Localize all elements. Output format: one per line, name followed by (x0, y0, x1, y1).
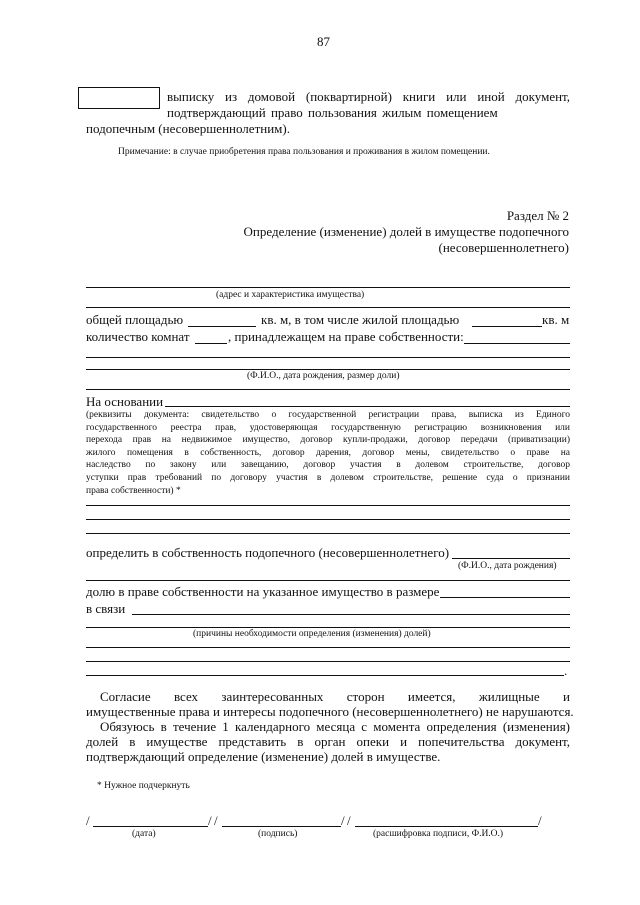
area-label: общей площадью (86, 312, 184, 327)
top-line-3: подопечным (несовершеннолетним). (86, 121, 290, 136)
date-caption: (дата) (132, 829, 156, 839)
address-line[interactable] (86, 287, 570, 288)
top-line-2: подтверждающий право пользования жилым помещением (167, 105, 498, 120)
basis-label: На основании (86, 394, 164, 409)
reason-label: в связи (86, 601, 126, 616)
determine-label: определить в собственность подопечного (несовершеннолетнего) (86, 545, 450, 560)
address-line-2[interactable] (86, 307, 570, 308)
date-field[interactable] (93, 826, 208, 827)
share-field[interactable] (440, 597, 570, 598)
document-checkbox[interactable] (78, 87, 160, 109)
signature-caption: (подпись) (258, 829, 298, 839)
obligation-line-3: подтверждающий определение (изменение) долей в имуществе. (86, 749, 441, 764)
determine-field[interactable] (452, 558, 570, 559)
reason-line-2[interactable] (86, 647, 570, 648)
ownership-field[interactable] (464, 343, 570, 344)
rooms-mid-text: , принадлежащем на праве собственности: (228, 329, 464, 344)
basis-line-b[interactable] (86, 519, 570, 520)
basis-description (86, 409, 570, 497)
reason-line-1[interactable] (86, 627, 570, 628)
section-title-line-2: (несовершеннолетнего) (438, 240, 569, 255)
section-number: Раздел № 2 (506, 208, 569, 223)
share-label: долю в праве собственности на указанное имущество в размере (86, 584, 440, 599)
period-mark: . (564, 663, 568, 678)
rooms-field[interactable] (195, 343, 227, 344)
address-caption: (адрес и характеристика имущества) (216, 290, 365, 300)
top-line-1: выписку из домовой (поквартирной) книги или иной документ, (167, 89, 570, 104)
reason-line-3[interactable] (86, 661, 570, 662)
signature-field[interactable] (222, 826, 341, 827)
consent-line-2: имущественные права и интересы подопечного (несовершеннолетнего) не нарушаются. (86, 704, 574, 719)
basis-line-5: наследство по закону или завещанию, договор участия в долевом строительстве, договор (86, 460, 570, 471)
basis-line-4: жилого помещения в собственность, договор дарения, договор мены, свидетельство о праве на (86, 447, 570, 458)
basis-field[interactable] (165, 406, 570, 407)
consent-line-1: Согласие всех заинтересованных сторон имеется, жилищные и (100, 689, 570, 704)
name-field[interactable] (355, 826, 538, 827)
basis-line-a[interactable] (86, 505, 570, 506)
page-number: 87 (317, 34, 330, 49)
owner-line-3[interactable] (86, 389, 570, 390)
basis-line-6: уступки прав требований по договору участия в долевом строительстве, решение суда о признании (86, 472, 570, 483)
reason-field[interactable] (132, 614, 570, 615)
slash-2: / (208, 813, 213, 828)
basis-line-2: государственного реестра прав, удостоверяющая государственную регистрацию возникновения или (86, 422, 570, 433)
footnote: * Нужное подчеркнуть (97, 781, 190, 791)
determine-caption: (Ф.И.О., дата рождения) (458, 561, 557, 571)
obligation-line-2: долей в имуществе представить в орган опеки и попечительства документ, (86, 734, 570, 749)
slash-3: / (214, 813, 218, 828)
area-mid-text: кв. м, в том числе жилой площадью (261, 312, 460, 327)
basis-line-7: права собственности) * (86, 485, 181, 496)
determine-line[interactable] (86, 580, 570, 581)
basis-line-c[interactable] (86, 533, 570, 534)
name-caption: (расшифровка подписи, Ф.И.О.) (373, 829, 504, 839)
slash-5: / (347, 813, 351, 828)
basis-line-1: (реквизиты документа: свидетельство о государственной регистрации права, выписка из Единого (86, 410, 570, 420)
living-area-field[interactable] (472, 326, 542, 327)
slash-6: / (538, 813, 542, 828)
reason-caption: (причины необходимости определения (изменения) долей) (193, 629, 431, 639)
slash-4: / (341, 813, 345, 828)
slash-1: / (86, 813, 90, 828)
obligation-line-1: Обязуюсь в течение 1 календарного месяца с момента определения (изменения) (100, 719, 570, 734)
area-unit: кв. м (542, 312, 570, 327)
reason-line-4[interactable] (86, 675, 564, 676)
owner-line-2[interactable] (86, 369, 570, 370)
total-area-field[interactable] (188, 326, 256, 327)
owner-caption: (Ф.И.О., дата рождения, размер доли) (247, 371, 400, 381)
owner-line-1[interactable] (86, 357, 570, 358)
basis-line-3: перехода прав на недвижимое имущество, договор купли-продажи, договор передачи (приватизации) (86, 435, 570, 446)
note-text: Примечание: в случае приобретения права пользования и проживания в жилом помещении. (118, 147, 490, 157)
rooms-label: количество комнат (86, 329, 190, 344)
section-title-line-1: Определение (изменение) долей в имуществе подопечного (243, 224, 569, 239)
